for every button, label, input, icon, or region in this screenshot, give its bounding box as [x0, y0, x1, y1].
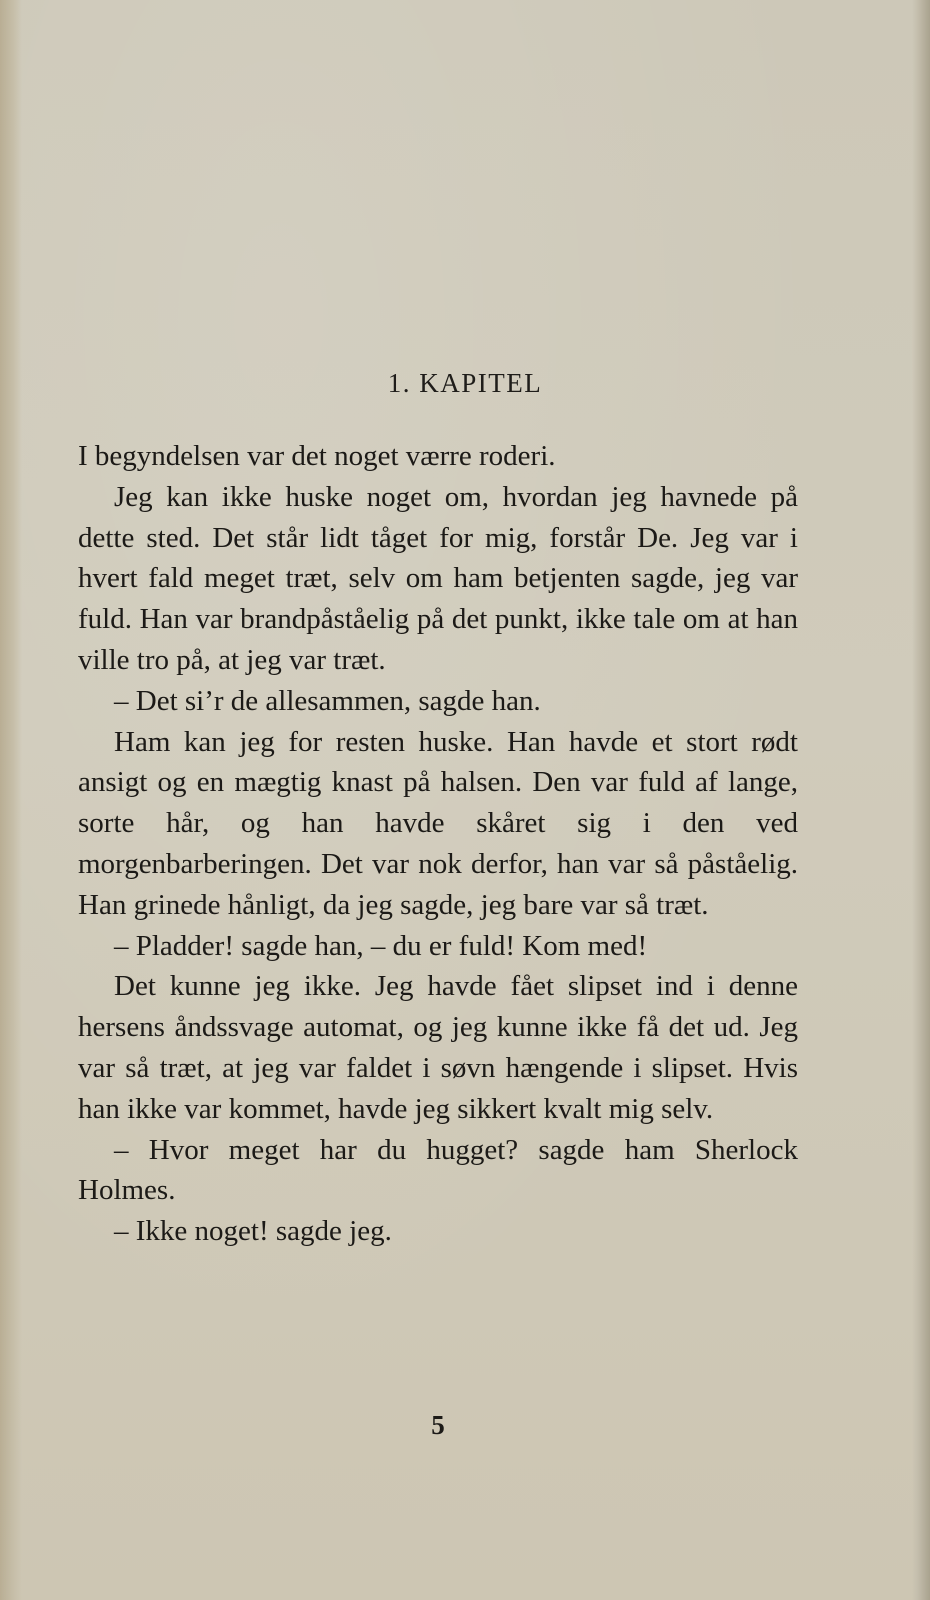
- paragraph: Det kunne jeg ikke. Jeg havde fået slipset ind i denne hersens åndssvage automat, og jeg kunne ikke få det ud. Jeg var så træt, at jeg var faldet i søvn hængende i slipset. Hvis han ikke var kommet, havde jeg sikkert kvalt mig selv.: [78, 970, 798, 1125]
- dialogue-line: – Pladder! sagde han, – du er fuld! Kom med!: [114, 929, 648, 962]
- paragraph: I begyndelsen var det noget værre roderi.: [78, 440, 556, 472]
- dialogue-line: – Det si’r de allesammen, sagde han.: [114, 684, 541, 717]
- paragraph: Jeg kan ikke huske noget om, hvordan jeg havnede på dette sted. Det står lidt tåget for mig, forstår De. Jeg var i hvert fald meget træt, selv om ham betjenten sagde, jeg var fuld. Han var brandpåståelig på det punkt, ikke tale om at han ville tro på, at jeg var træt.: [78, 480, 798, 676]
- chapter-title: 1. KAPITEL: [387, 368, 543, 398]
- page-left-edge: [0, 0, 22, 1600]
- body-text: [78, 436, 798, 1252]
- dialogue-line: – Ikke noget! sagde jeg.: [114, 1215, 392, 1248]
- page-right-edge: [912, 0, 930, 1600]
- page-number: 5: [431, 1410, 445, 1440]
- dialogue-line: – Hvor meget har du hugget? sagde ham Sherlock Holmes.: [78, 1133, 798, 1207]
- paragraph: Ham kan jeg for resten huske. Han havde et stort rødt ansigt og en mægtig knast på halsen. Den var fuld af lange, sorte hår, og han havde skåret sig i den ved morgenbarberingen. Det var nok derfor, han var så påståelig. Han grinede hånligt, da jeg sagde, jeg bare var så træt.: [78, 725, 798, 921]
